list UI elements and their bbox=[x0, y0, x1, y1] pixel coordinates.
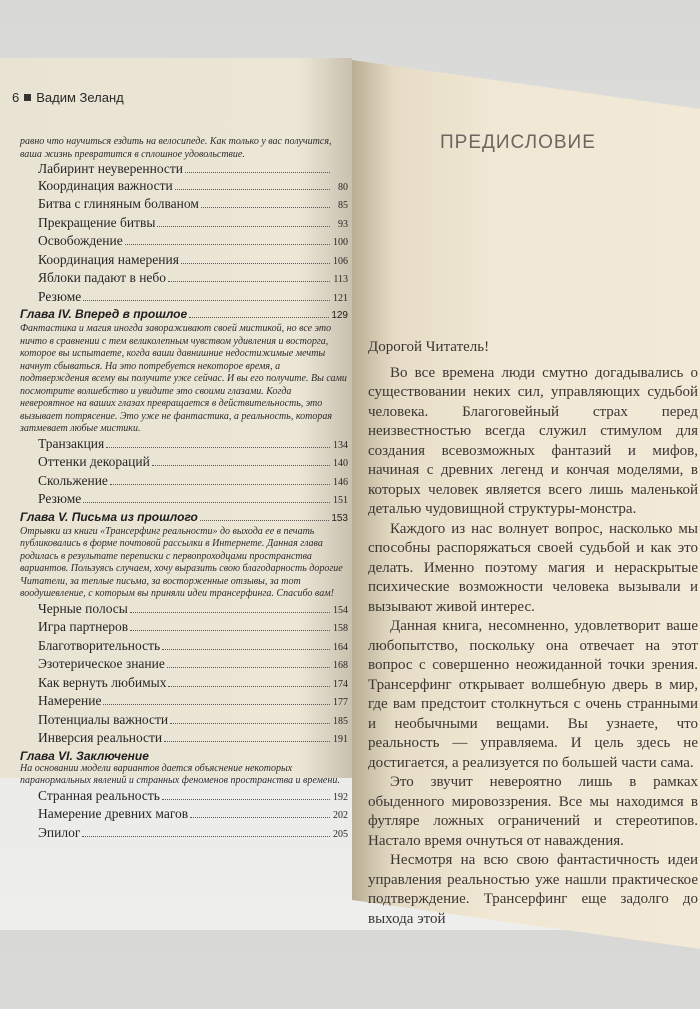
toc-entry-page: 93 bbox=[338, 218, 348, 230]
toc-entry-title: Прекращение битвы bbox=[38, 214, 156, 230]
table-of-contents bbox=[20, 136, 348, 843]
toc-entry-page: 146 bbox=[333, 476, 348, 488]
toc-entry-title: Лабиринт неуверенности bbox=[38, 161, 184, 176]
toc-entry bbox=[38, 270, 348, 289]
toc-group-2 bbox=[20, 436, 348, 510]
dot-leader bbox=[175, 189, 330, 190]
toc-entry-page: 177 bbox=[333, 697, 348, 708]
toc-entry-title: Битва с глиняным болваном bbox=[38, 196, 199, 211]
dot-leader bbox=[201, 207, 330, 208]
dot-leader bbox=[103, 704, 330, 705]
toc-entry-title: Скольжение bbox=[38, 472, 108, 488]
toc-entry-title: Резюме bbox=[38, 288, 82, 304]
toc-entry-title: Яблоки падают в небо bbox=[38, 270, 167, 285]
toc-entry bbox=[38, 806, 348, 825]
preface-paragraph: Это звучит невероятно лишь в рамках обыденного мировоззрения. Все мы находимся в футляре ложных ограничений и стереотипов. Настало время очнуться от наваждения. bbox=[368, 774, 698, 849]
toc-entry-title: Транзакция bbox=[38, 435, 105, 451]
toc-entry bbox=[38, 730, 348, 749]
dot-leader bbox=[168, 281, 330, 282]
toc-entry bbox=[38, 233, 348, 252]
dot-leader bbox=[162, 799, 330, 800]
dot-leader bbox=[130, 612, 330, 613]
dot-leader bbox=[130, 630, 330, 631]
dot-leader bbox=[190, 817, 330, 818]
toc-entry bbox=[38, 289, 348, 308]
toc-group-1 bbox=[20, 161, 348, 307]
preface-paragraph: Каждого из нас волнует вопрос, насколько мы способны распоряжаться своей судьбой и как это делать. Именно поэтому магия и нераскрытые психические возможности человека вызывали и вызывают живой интерес. bbox=[368, 520, 698, 615]
chapter-4-heading: Глава IV. Вперед в прошлое 129 bbox=[20, 307, 348, 321]
toc-entry bbox=[38, 693, 348, 712]
toc-entry-page: 121 bbox=[333, 292, 348, 304]
toc-entry bbox=[38, 436, 348, 455]
toc-entry-title: Как вернуть любимых bbox=[38, 674, 167, 690]
toc-entry-page: 151 bbox=[333, 495, 348, 506]
toc-entry-page: 191 bbox=[333, 734, 348, 745]
toc-entry bbox=[38, 473, 348, 492]
toc-entry-title: Намерение bbox=[38, 693, 102, 708]
author-name: Вадим Зеланд bbox=[36, 90, 124, 105]
toc-entry-page: 100 bbox=[333, 237, 348, 248]
toc-entry bbox=[38, 178, 348, 197]
left-page bbox=[0, 58, 352, 840]
dot-leader bbox=[83, 300, 330, 301]
toc-entry-title: Освобождение bbox=[38, 233, 123, 248]
preface-greeting: Дорогой Читатель! bbox=[368, 339, 490, 355]
toc-entry-page: 164 bbox=[333, 641, 348, 653]
toc-entry bbox=[38, 825, 348, 844]
chapter-5-description: Отрывки из книги «Трансерфинг реальности» до выхода ее в печать публиковались в форме почтовой рассылки в Интернете. Данная глава родилась в результате переписки с первопроходцами пространства вариантов. Пользуясь случаем, хочу выразить свою благодарность дорогие Читатели, за теплые письма, за восторженные отзывы, за тот воодушевление, с которым вы приняли идеи трансерфинга. Спасибо вам! bbox=[20, 525, 343, 599]
preface-paragraph: Несмотря на всю свою фантастичность идеи управления реальностью уже нашли практическое подтверждение. Трансерфинг еще задолго до выхода этой bbox=[368, 852, 698, 927]
dot-leader bbox=[185, 172, 330, 173]
toc-entry-title: Намерение древних магов bbox=[38, 806, 189, 821]
dot-leader bbox=[170, 723, 330, 724]
toc-entry-page: 192 bbox=[333, 791, 348, 803]
dot-leader bbox=[168, 686, 330, 687]
toc-entry-title: Эпилог bbox=[38, 824, 81, 840]
toc-entry bbox=[38, 491, 348, 510]
toc-entry bbox=[38, 252, 348, 271]
toc-entry-title: Оттенки декораций bbox=[38, 454, 150, 469]
dot-leader bbox=[106, 447, 330, 448]
chapter-6-description: На основании модели вариантов дается объяснение некоторых паранормальных явлений и странных феноменов пространства и времени. bbox=[20, 762, 340, 786]
toc-entry-title: Благотворительность bbox=[38, 637, 161, 653]
toc-entry bbox=[38, 675, 348, 694]
toc-group-4 bbox=[20, 788, 348, 844]
dot-leader bbox=[181, 263, 330, 264]
toc-entry-title: Координация важности bbox=[38, 177, 173, 193]
toc-entry-page: 85 bbox=[338, 200, 348, 211]
chapter-5-heading: Глава V. Письма из прошлого 153 bbox=[20, 509, 348, 524]
toc-entry-title: Странная реальность bbox=[38, 787, 160, 803]
toc-entry-page: 168 bbox=[333, 660, 348, 671]
toc-entry-page: 134 bbox=[333, 439, 348, 451]
toc-entry bbox=[38, 712, 348, 731]
dot-leader bbox=[167, 667, 330, 668]
dot-leader bbox=[82, 836, 330, 837]
toc-entry-page: 205 bbox=[333, 828, 348, 840]
dot-leader bbox=[157, 226, 330, 227]
preface-paragraph: Данная книга, несомненно, удовлетворит ваше любопытство, поскольку она отвечает на этот вопрос с совершенно неожиданной точки зрения. Трансерфинг открывает волшебную дверь в мир, где вам предстоит столкнуться с очень странными и необычными вещами. Вы узнаете, что реальность — управляема. И цель здесь не достигается, а реализуется по большей части сама. bbox=[368, 618, 698, 771]
toc-entry-title: Инверсия реальности bbox=[38, 730, 163, 745]
toc-entry-page: 174 bbox=[333, 678, 348, 690]
toc-entry-page: 106 bbox=[333, 255, 348, 267]
toc-entry bbox=[38, 196, 348, 215]
toc-entry-title: Игра партнеров bbox=[38, 619, 129, 634]
toc-entry-page: 140 bbox=[333, 458, 348, 469]
toc-entry bbox=[38, 161, 348, 178]
toc-entry-title: Резюме bbox=[38, 491, 82, 506]
toc-entry-page: 202 bbox=[333, 810, 348, 821]
square-bullet-icon bbox=[24, 94, 31, 101]
dot-leader bbox=[125, 244, 330, 245]
toc-group-3 bbox=[20, 601, 348, 749]
toc-entry bbox=[38, 619, 348, 638]
page-number: 6 bbox=[12, 90, 20, 105]
toc-entry-title: Черные полосы bbox=[38, 600, 128, 616]
dot-leader bbox=[162, 649, 330, 650]
toc-entry bbox=[38, 788, 348, 807]
toc-entry-page: 113 bbox=[333, 274, 348, 285]
dot-leader bbox=[110, 484, 330, 485]
dot-leader bbox=[164, 741, 330, 742]
toc-entry bbox=[38, 215, 348, 234]
toc-entry-title: Координация намерения bbox=[38, 251, 179, 267]
toc-entry bbox=[38, 454, 348, 473]
right-page bbox=[352, 60, 700, 949]
preface-paragraph: Во все времена люди смутно догадывались о существовании неких сил, управляющих судьбой человека. Благоговейный страх перед неизвестностью всегда служил стимулом для создания всевозможных фантазий и мифов, начиная с древних легенд и кончая моделями, в которых человек является всего лишь маленькой деталью чудовищной структуры-монстра. bbox=[368, 364, 698, 517]
toc-entry-title: Потенциалы важности bbox=[38, 711, 169, 727]
toc-entry-page: 154 bbox=[333, 604, 348, 616]
dot-leader bbox=[152, 465, 330, 466]
chapter-4-description: Фантастика и магия иногда завораживают своей мистикой, но все это ничто в сравнении с тем великолепным чувством удивления и восторга, которое вы испытаете, когда ваши давнишние недостижимые мечты начнут сбываться. На это потребуется некоторое время, а подтверждения всему вы получите уже сейчас. И вы его получите. Вы сами посмотрите волшебство и увидите это своими глазами. Когда невероятное на ваших глазах превращается в действительность, это вызывает потрясение. Это уже не фантастика, а реальность, которая затмевает любые мистики. bbox=[20, 323, 347, 434]
toc-entry bbox=[38, 601, 348, 620]
toc-entry-page: 80 bbox=[338, 181, 348, 193]
preface-title: ПРЕДИСЛОВИЕ bbox=[440, 132, 596, 153]
toc-entry bbox=[38, 656, 348, 675]
chapter-6-heading: Глава VI. Заключение bbox=[20, 748, 149, 763]
page-header bbox=[12, 90, 124, 105]
toc-entry-page: 158 bbox=[333, 623, 348, 634]
toc-entry bbox=[38, 638, 348, 657]
toc-entry-page: 185 bbox=[333, 715, 348, 727]
toc-entry-title: Эзотерическое знание bbox=[38, 656, 165, 671]
dot-leader bbox=[83, 502, 330, 503]
intro-text: равно что научиться ездить на велосипеде. Как только у вас получится, ваша жизнь превратится в сплошное удовольствие. bbox=[20, 136, 332, 160]
preface-body bbox=[368, 338, 698, 929]
